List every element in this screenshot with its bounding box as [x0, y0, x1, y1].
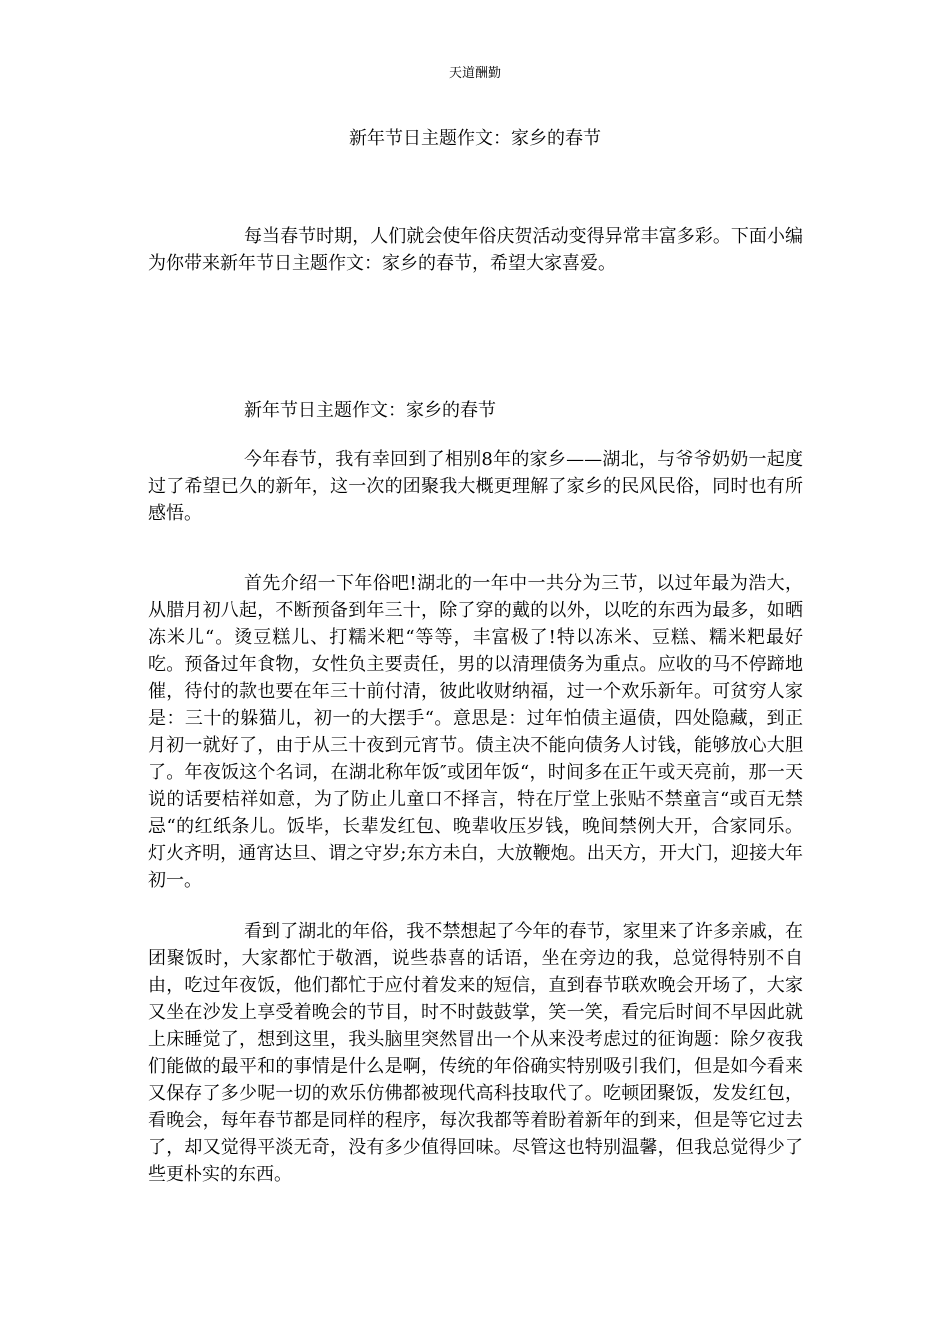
intro-paragraph: 每当春节时期，人们就会使年俗庆贺活动变得异常丰富多彩。下面小编为你带来新年节日主题作文：家乡的春节，希望大家喜爱。: [148, 226, 803, 274]
body-paragraph-2: 首先介绍一下年俗吧!湖北的一年中一共分为三节，以过年最为浩大，从腊月初八起，不断预备到年三十，除了穿的戴的以外，以吃的东西为最多，如晒冻米儿“。烫豆糕儿、打糯米粑“等等，丰富极了!特以冻米、豆糕、糯米粑最好吃。预备过年食物，女性负主要责任，男的以清理债务为重点。应收的马不停蹄地催，待付的款也要在年三十前付清，彼此收财纳福，过一个欢乐新年。可贫穷人家是：三十的躲猫儿，初一的大摆手“。意思是：过年怕债主逼债，四处隐藏，到正月初一就好了，由于从三十夜到元宵节。债主决不能向债务人讨钱，能够放心大胆了。年夜饭这个名词，在湖北称年饭″或团年饭“，时间多在正午或天亮前，那一天说的话要桔祥如意，为了防止儿童口不择言，特在厅堂上张贴不禁童言“或百无禁忌“的红纸条儿。饭毕，长辈发红包、晚辈收压岁钱，晚间禁例大开，合家同乐。灯火齐明，通宵达旦、谓之守岁;东方未白，大放鞭炮。出天方，开大门，迎接大年初一。: [148, 573, 803, 891]
body-paragraph-1: 今年春节，我有幸回到了相别8年的家乡——湖北，与爷爷奶奶一起度过了希望已久的新年，这一次的团聚我大概更理解了家乡的民风民俗，同时也有所感悟。: [148, 449, 803, 524]
page-header: 天道酬勤: [448, 66, 501, 81]
body-paragraph-3: 看到了湖北的年俗，我不禁想起了今年的春节，家里来了许多亲戚，在团聚饭时，大家都忙于敬酒，说些恭喜的话语，坐在旁边的我，总觉得特别不自由，吃过年夜饭，他们都忙于应付着发来的短信，直到春节联欢晚会开场了，大家又坐在沙发上享受着晚会的节目，时不时鼓鼓掌，笑一笑，看完后时间不早因此就上床睡觉了，想到这里，我头脑里突然冒出一个从来没考虑过的征询题：除夕夜我们能做的最平和的事情是什么是啊，传统的年俗确实特别吸引我们，但是如今看来又保存了多少呢一切的欢乐仿佛都被现代高科技取代了。吃顿团聚饭，发发红包，看晚会，每年春节都是同样的程序，每次我都等着盼着新年的到来，但是等它过去了，却又觉得平淡无奇，没有多少值得回味。尽管这也特别温馨，但我总觉得少了些更朴实的东西。: [148, 921, 803, 1185]
document-title: 新年节日主题作文：家乡的春节: [349, 128, 601, 149]
section-subtitle: 新年节日主题作文：家乡的春节: [244, 400, 496, 421]
